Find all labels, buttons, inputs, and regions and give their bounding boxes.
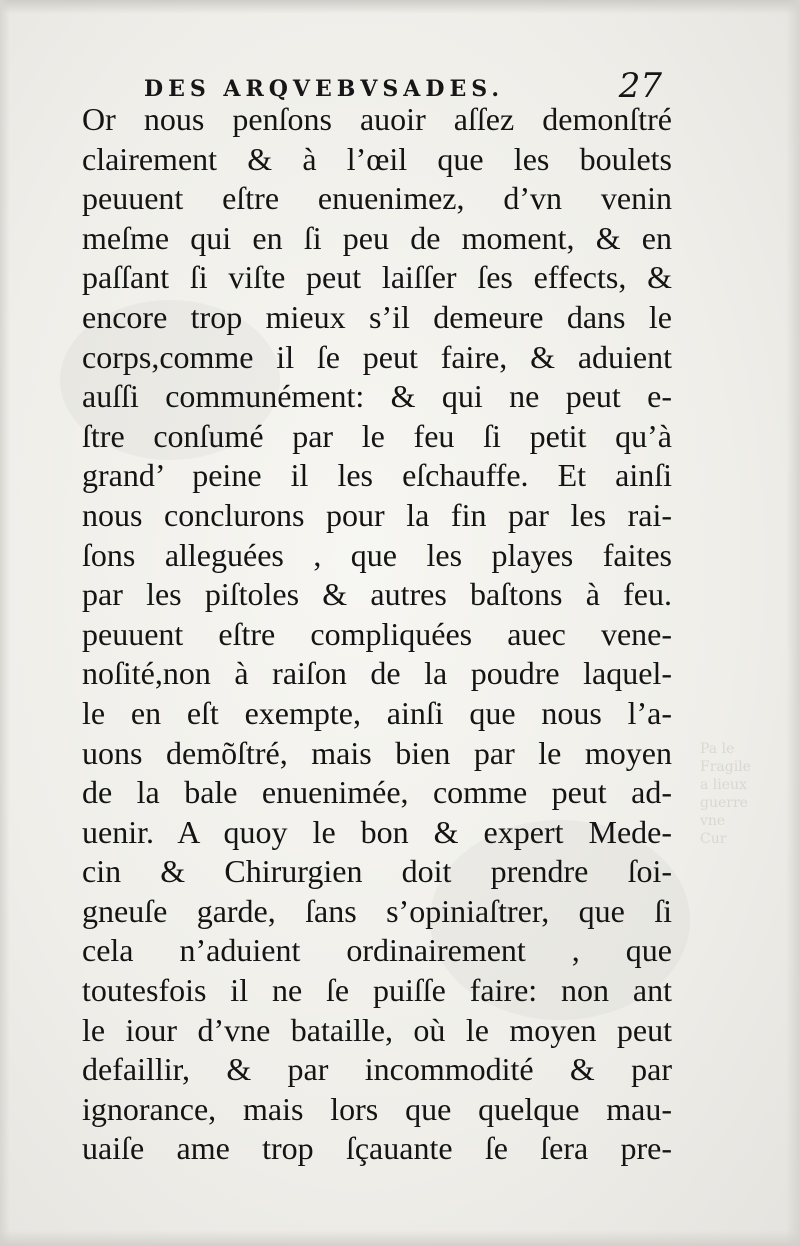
page-number: 27 <box>618 66 662 106</box>
running-title: DES ARQVEBVSADES. <box>144 76 504 102</box>
text-line: cin & Chirurgien doit prendre ſoi- <box>82 853 672 890</box>
text-line: ſons alleguées , que les playes faites <box>82 536 672 573</box>
bleed-through-text <box>700 740 800 880</box>
ghost-line: Cur <box>700 831 727 847</box>
text-line: le iour d’vne bataille, où le moyen peut <box>82 1011 672 1048</box>
ghost-line: vne <box>700 813 726 829</box>
text-line: noſité,non à raiſon de la poudre laquel- <box>82 655 672 692</box>
ghost-line: Fragile <box>700 759 751 775</box>
text-line: par les piſtoles & autres baſtons à feu. <box>82 576 672 613</box>
text-line: encore trop mieux s’il demeure dans le <box>82 298 672 335</box>
page-edge-bottom <box>0 1230 800 1246</box>
text-line: paſſant ſi viſte peut laiſſer ſes effects, & <box>82 259 672 296</box>
text-line: cela n’aduient ordinairement , que <box>82 932 672 969</box>
text-line: le en eſt exempte, ainſi que nous l’a- <box>82 694 672 731</box>
text-line: nous conclurons pour la fin par les rai- <box>82 496 672 533</box>
text-line: de la bale enuenimée, comme peut ad- <box>82 774 672 811</box>
text-line: uaiſe ame trop ſçauante ſe ſera pre- <box>82 1130 672 1167</box>
text-line: uons demõſtré, mais bien par le moyen <box>82 734 672 771</box>
text-line: corps,comme il ſe peut faire, & aduient <box>82 338 672 375</box>
page-edge-left <box>0 0 10 1246</box>
text-line: peuuent eſtre enuenimez, d’vn venin <box>82 180 672 217</box>
text-line: ſtre conſumé par le feu ſi petit qu’à <box>82 417 672 454</box>
text-line: ignorance, mais lors que quelque mau- <box>82 1090 672 1127</box>
text-line: Or nous penſons auoir aſſez demonſtré <box>82 101 672 137</box>
page-edge-right <box>786 0 800 1246</box>
text-line: clairement & à l’œil que les boulets <box>82 140 672 177</box>
ghost-line: Pa le <box>700 741 735 757</box>
text-line: auſſi communément: & qui ne peut e- <box>82 378 672 415</box>
ghost-line: a lieux <box>700 777 747 793</box>
text-line: uenir. A quoy le bon & expert Mede- <box>82 813 672 850</box>
text-line: grand’ peine il les eſchauffe. Et ainſi <box>82 457 672 494</box>
text-line: gneuſe garde, ſans s’opiniaſtrer, que ſi <box>82 892 672 929</box>
text-line: peuuent eſtre compliquées auec vene- <box>82 615 672 652</box>
body-text <box>82 100 672 1169</box>
text-line: toutesfois il ne ſe puiſſe faire: non ant <box>82 972 672 1009</box>
text-line: defaillir, & par incommodité & par <box>82 1051 672 1088</box>
ghost-line: guerre <box>700 795 748 811</box>
text-line: meſme qui en ſi peu de moment, & en <box>82 219 672 256</box>
page-edge-top <box>0 0 800 14</box>
